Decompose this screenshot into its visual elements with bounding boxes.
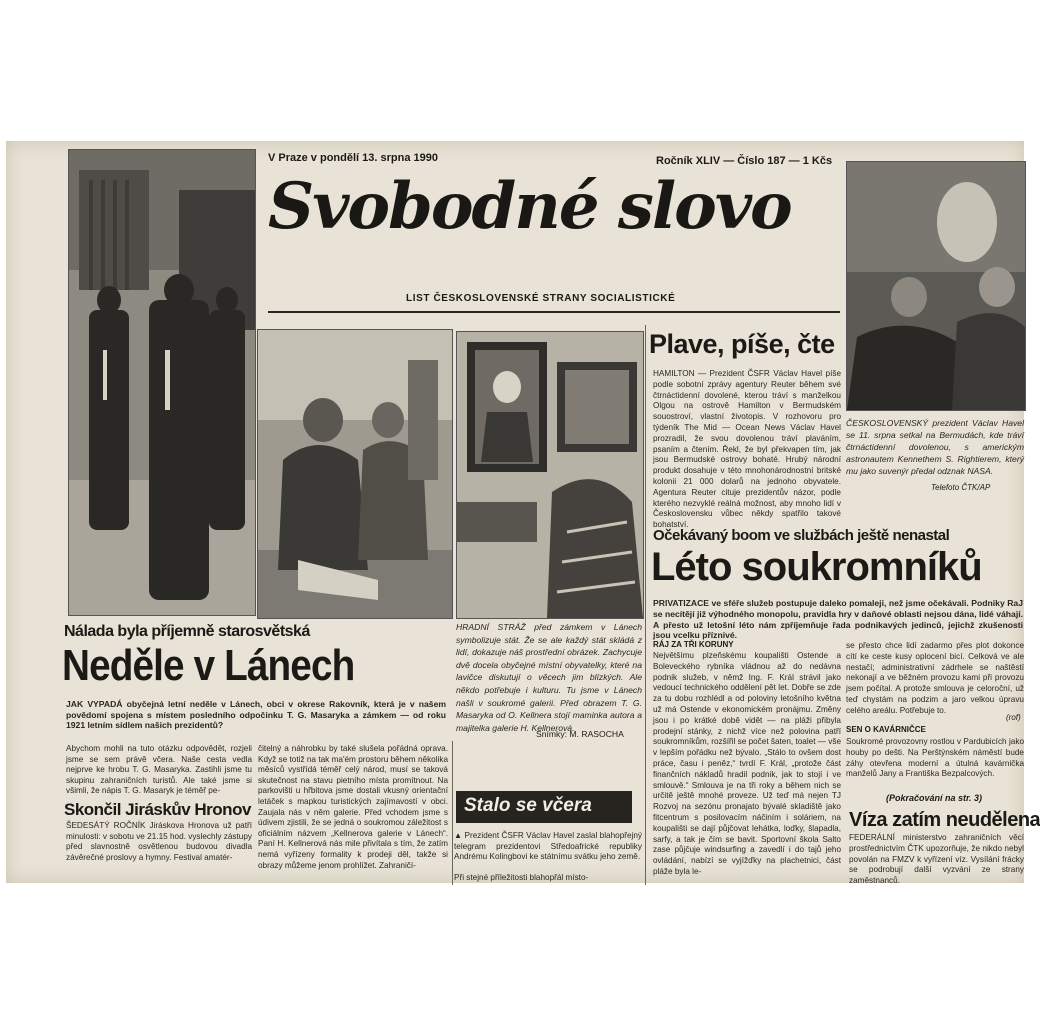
photo-gallery-portrait <box>456 331 644 619</box>
leto-column-2: se přesto chce lidí zadarmo přes plot dokonce cítí ke ceste kusy oplocení bicí. Celková ve ale nestačí; administrativní zádrhele se naštěstí nekonají a ve běžném provozu kami při provozu jsem počítal. A protože smlouva je celoroční, už teď chystám na podzim a jaro velkou úpravu celého areálu. Potřebuje to. <box>846 641 1024 715</box>
photo-havel-astronaut <box>846 161 1026 411</box>
column-rule <box>452 741 453 885</box>
masthead-rule <box>268 311 840 313</box>
photo-castle-guard <box>68 149 256 616</box>
stalo-label-box <box>456 791 632 823</box>
masthead-date: V Praze v pondělí 13. srpna 1990 <box>268 152 438 164</box>
leto-column-2b: Soukromé provozovny rostlou v Pardubicích jako houby po dešti. Na Perštýnském náměstí bude záhy otevřena moderní a útulná kavárnička manželů Jany a Františka Bezpalcových. <box>846 737 1024 779</box>
lany-kicker: Nálada byla příjemně starosvětská <box>64 623 310 640</box>
photo-caption: HRADNÍ STRÁŽ před zámkem v Lánech symbolizuje stát. Že se ale každý stát skládá z lidí, dokazuje náš prostřední obrázek. Zachycuje dvě docela obyčejné místní obyvatelky, které na lavičce diskutují o věcech jim blízkých. Ale někdo potřebuje i kulturu. Tu jsme v Lánech našli v soukromé galerii. Před obrazem T. G. Masaryka od O. Kellnera stojí maminka autora a majitelka galerie H. Kellnerová. <box>456 622 642 733</box>
lany-column-1: Abychom mohli na tuto otázku odpovědět, rozjeli jsme se sem právě včera. Naše cesta vedla nejprve ke hrobu T. G. Masaryka. Zastihli jsme tu skupinu zahraničních turistů. Ale také jsme si všimli, že nápis T. G. Masaryk je téměř pe- <box>66 744 252 796</box>
stalo-text: ▲ Prezident ČSFR Václav Havel zaslal blahopřejný telegram prezidentovi Středoafrické republiky Andrému Kolingbovi ke státnímu svátku jeho země. <box>454 831 642 862</box>
lany-lead: JAK VYPADÁ obyčejná letní neděle v Lánech, obci v okrese Rakovník, která je v našem povědomí spojena s místem posledního odpočinku T. G. Masaryka a zámkem — od roku 1921 letním sídlem našich prezidentů? <box>66 699 446 731</box>
hronov-headline: Skončil Jiráskův Hronov <box>64 800 251 819</box>
leto-subheading-2: SEN O KAVÁRNIČCE <box>846 725 926 734</box>
leto-continued: (Pokračování na str. 3) <box>886 793 983 803</box>
masthead-subtitle: LIST ČESKOSLOVENSKÉ STRANY SOCIALISTICKÉ <box>406 293 676 304</box>
stalo-label: Stalo se včera <box>464 795 592 816</box>
leto-lead: PRIVATIZACE ve sféře služeb postupuje daleko pomaleji, než jsme očekávali. Podniky RaJ se necítějí již výhodného monopolu, pravidla hry v daňové oblasti nejsou dána, lidé váhají. A přesto už letošní léto nám zpříjemňuje řada podnikavých jedinců, jejichž zkušenosti jsou vcelku příznivé. <box>653 598 1023 641</box>
newspaper-page <box>6 141 1040 886</box>
leto-column-1: Největšímu plzeňskému koupališti Ostende a Boleveckého rybníka vládnou až do nedávna podnik služeb, v němž Ing. F. Král strávil jako vedoucí technického oddělení pět let. Dobře se zde za tu dobu rozhlédl a od poloviny letošního května už má Ostende v ekonomickém pronájmu. Změny jsou i po krátké době vidět — na pláži přibyla prodejní stánky, z nichž více než polovina patří soukromníkům, rozšířil se počet šaten, toalet — vše v lepším pořádku než bývalo. „Stálo to ovšem dost práce, času i peněz,“ tvrdí F. Král, „protože část finančních nákladů hradil podnik, jak to stojí i ve smlouvě.“ Smlouva je na tři roky a během nich se určitě ještě mnohé proveze. Už teď má nejen TJ Rozvoj na sezónu pronajato bývalé skladiště jako fitcentrum s posilovacím náčiním i soláriem, na koupališti se dají půjčovat lehátka, loďky, šlapadla, sarfy, a tak je čím se bavit. Sportovní škola Salto zase půjčuje windsurfing a zavedlí i do tajů jeho ovládání, nabízí se vyjížďky na plachetnici, část pláže byla le- <box>653 651 841 876</box>
photo-women-bench <box>257 329 453 619</box>
photo-credit: Snímky: M. RASOCHA <box>536 729 624 739</box>
leto-kicker: Očekávaný boom ve službách ještě nenastal <box>653 527 950 544</box>
stalo-text-2: Při stejné příležitosti blahopřál místo- <box>454 873 589 882</box>
lany-column-2: čitelný a náhrobku by také slušela pořádná oprava. Když se totiž na tak ma'ém prostoru během několika měsíců vystřídá téměř celý národ, musí se taková skutečnost na stavu pietního místa promítnout. Na parkovišti u hřbitova jsme dostali vkusný orientační letáček s mapkou turistických zajímavostí v obci. Zaujala nás v něm galerie. Před vchodem jsme s údivem zjistili, že se jedná o soukromou záležitost s oficiálním názvem „Kellnerova galerie v Lánech“. Paní H. Kellnerová nás mile přivítala s tím, že zatím nemá vyřízeny formality k prodeji děl, takže si obrazy můžeme jenom prohlížet. Zahraničí- <box>258 744 448 870</box>
masthead-issue: Ročník XLIV — Číslo 187 — 1 Kčs <box>656 155 833 167</box>
havel-photo-credit: Telefoto ČTK/AP <box>931 483 991 492</box>
havel-headline: Plave, píše, čte <box>649 329 835 359</box>
hronov-text: ŠEDESÁTÝ ROČNÍK Jiráskova Hronova už patří minulosti: v sobotu ve 21.15 hod. vyslechly zástupy před slavnostně osvětlenou budovou divadla závěrečné proslovy a hymny. Festival amatér- <box>66 821 252 862</box>
column-rule <box>645 325 646 885</box>
masthead-title: Svobodné slovo <box>268 169 791 244</box>
leto-headline: Léto soukromníků <box>651 545 982 589</box>
lany-headline: Neděle v Lánech <box>62 641 355 690</box>
viza-text: FEDERÁLNÍ ministerstvo zahraničních věcí prostřednictvím ČTK upozorňuje, že nikdo nebyl povolán na FMZV k vyřízení víz. Vysílání frácky se podrobují další vyzvání ze strany zaměstnanců. <box>849 833 1024 886</box>
havel-article-text: HAMILTON — Prezident ČSFR Václav Havel píše podle sobotní zprávy agentury Reuter během své čtrnáctidenní dovolené, kterou tráví s manželkou Olgou na ostrově Hamilton v Bermudském souostroví, vlastní životopis. V rozhovoru pro týdeník The Mid — Ocean News Václav Havel prozradil, že svou dovolenou tráví plaváním, psaním a čtením. Řekl, že byl překvapen tím, jak jsou Bermudské ostrovy bohaté. Hrubý národní produkt dosahuje v této mnohonárodnostní britské kolonii 21 000 dolarů na jednoho obyvatele. Agentura Reuter cituje prezidentův názor, podle kterého nezvyklé reálná možnost, aby mnoho lidí v Československu vůbec někdy spatřilo takové bohatství. <box>653 369 841 530</box>
leto-author: (rof) <box>1006 713 1021 722</box>
havel-photo-caption: ČESKOSLOVENSKÝ prezident Václav Havel se 11. srpna setkal na Bermudách, kde tráví čtrnáctidenní dovolenou, s americkým astronautem Kennethem S. Rightierem, který mu jako suvenýr předal odznak NASA. <box>846 418 1024 476</box>
viza-headline: Víza zatím neudělena <box>849 809 1040 831</box>
leto-subheading-1: RÁJ ZA TŘI KORUNY <box>653 640 734 649</box>
